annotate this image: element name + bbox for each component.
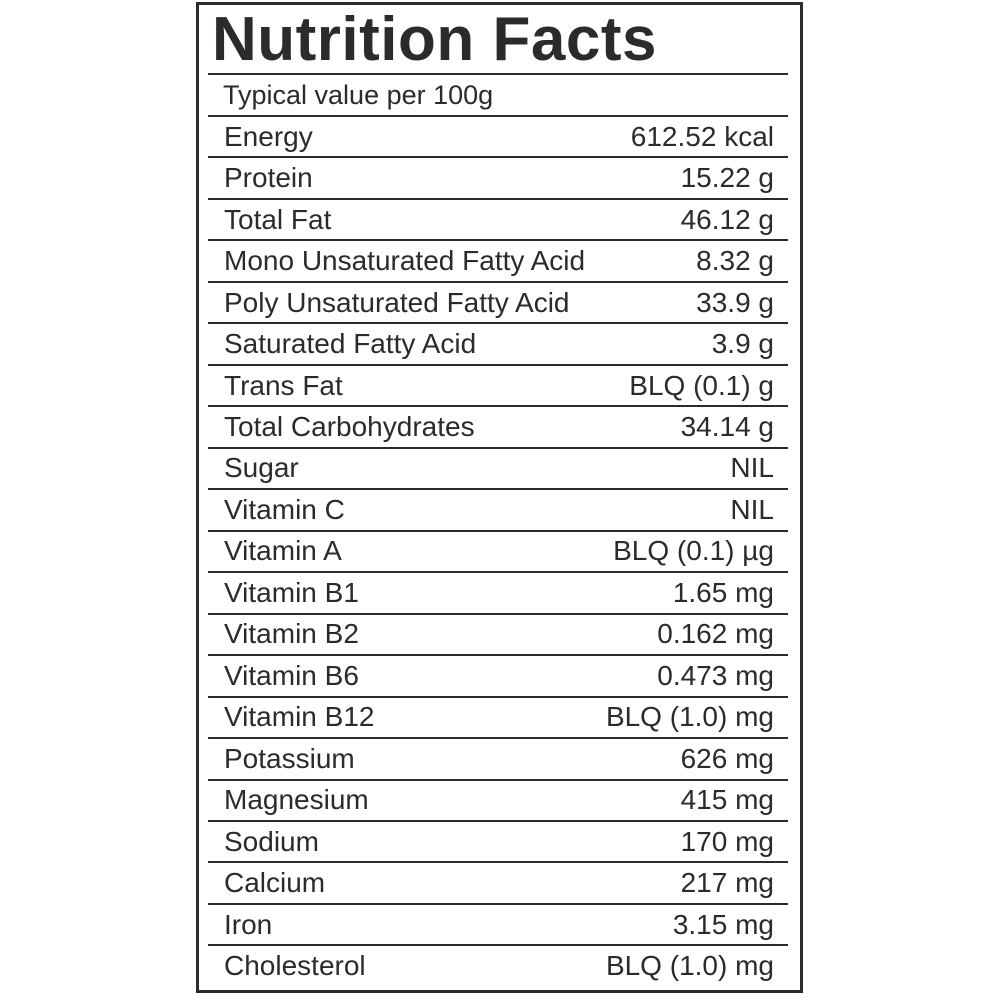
nutrient-value: 3.9 g bbox=[711, 328, 774, 360]
nutrient-value: 33.9 g bbox=[696, 286, 774, 318]
nutrient-value: 8.32 g bbox=[696, 245, 774, 277]
table-row bbox=[208, 324, 788, 363]
table-row bbox=[208, 739, 788, 778]
nutrient-name: Protein bbox=[224, 162, 313, 194]
nutrient-name: Poly Unsaturated Fatty Acid bbox=[224, 286, 570, 318]
table-row bbox=[208, 200, 788, 239]
table-row bbox=[208, 117, 788, 156]
nutrient-name: Vitamin A bbox=[224, 535, 342, 567]
nutrient-name: Total Carbohydrates bbox=[224, 411, 475, 443]
table-row bbox=[208, 698, 788, 737]
nutrient-value: 0.473 mg bbox=[657, 659, 774, 691]
serving-basis-text: Typical value per 100g bbox=[223, 79, 494, 110]
table-row bbox=[208, 822, 788, 861]
nutrition-facts-label bbox=[196, 2, 803, 993]
nutrient-name: Saturated Fatty Acid bbox=[224, 328, 477, 360]
table-row bbox=[208, 656, 788, 695]
nutrient-name: Sodium bbox=[224, 825, 319, 857]
label-title: Nutrition Facts bbox=[212, 5, 657, 74]
nutrient-name: Magnesium bbox=[224, 784, 369, 816]
table-row bbox=[208, 863, 788, 902]
nutrient-value: 3.15 mg bbox=[672, 908, 774, 940]
table-row bbox=[208, 615, 788, 654]
nutrient-name: Cholesterol bbox=[224, 950, 366, 982]
nutrient-value: 626 mg bbox=[680, 742, 774, 774]
nutrient-name: Iron bbox=[224, 908, 273, 940]
table-row bbox=[208, 283, 788, 322]
table-row bbox=[208, 407, 788, 446]
nutrient-name: Vitamin B1 bbox=[224, 576, 359, 608]
nutrient-value: BLQ (0.1) g bbox=[629, 369, 774, 401]
nutrient-value: NIL bbox=[730, 493, 774, 525]
nutrient-name: Energy bbox=[224, 120, 313, 152]
nutrient-name: Mono Unsaturated Fatty Acid bbox=[224, 245, 586, 277]
nutrient-value: NIL bbox=[730, 452, 774, 484]
nutrient-value: BLQ (1.0) mg bbox=[605, 950, 774, 982]
table-row bbox=[208, 490, 788, 529]
table-row bbox=[208, 946, 788, 985]
nutrient-value: 415 mg bbox=[680, 784, 774, 816]
nutrient-name: Trans Fat bbox=[224, 369, 343, 401]
nutrient-name: Potassium bbox=[224, 742, 355, 774]
nutrient-value: 34.14 g bbox=[680, 411, 774, 443]
table-row bbox=[208, 449, 788, 488]
nutrient-value: BLQ (0.1) µg bbox=[613, 535, 774, 567]
table-row bbox=[208, 781, 788, 820]
table-row bbox=[208, 532, 788, 571]
table-row bbox=[208, 573, 788, 612]
nutrient-value: 15.22 g bbox=[680, 162, 774, 194]
nutrient-name: Vitamin C bbox=[224, 493, 345, 525]
nutrient-name: Vitamin B12 bbox=[224, 701, 375, 733]
table-row bbox=[208, 158, 788, 197]
nutrient-name: Calcium bbox=[224, 867, 326, 899]
nutrient-value: BLQ (1.0) mg bbox=[605, 701, 774, 733]
nutrient-value: 46.12 g bbox=[680, 203, 774, 235]
nutrient-value: 170 mg bbox=[680, 825, 774, 857]
nutrient-rows bbox=[208, 117, 788, 986]
nutrient-value: 612.52 kcal bbox=[630, 120, 774, 152]
nutrient-name: Total Fat bbox=[224, 203, 332, 235]
nutrient-value: 0.162 mg bbox=[657, 618, 774, 650]
nutrient-name: Sugar bbox=[224, 452, 299, 484]
nutrient-name: Vitamin B2 bbox=[224, 618, 359, 650]
table-row bbox=[208, 366, 788, 405]
table-row bbox=[208, 241, 788, 280]
nutrient-value: 217 mg bbox=[680, 867, 774, 899]
nutrient-value: 1.65 mg bbox=[672, 576, 774, 608]
table-row bbox=[208, 905, 788, 944]
nutrient-name: Vitamin B6 bbox=[224, 659, 359, 691]
